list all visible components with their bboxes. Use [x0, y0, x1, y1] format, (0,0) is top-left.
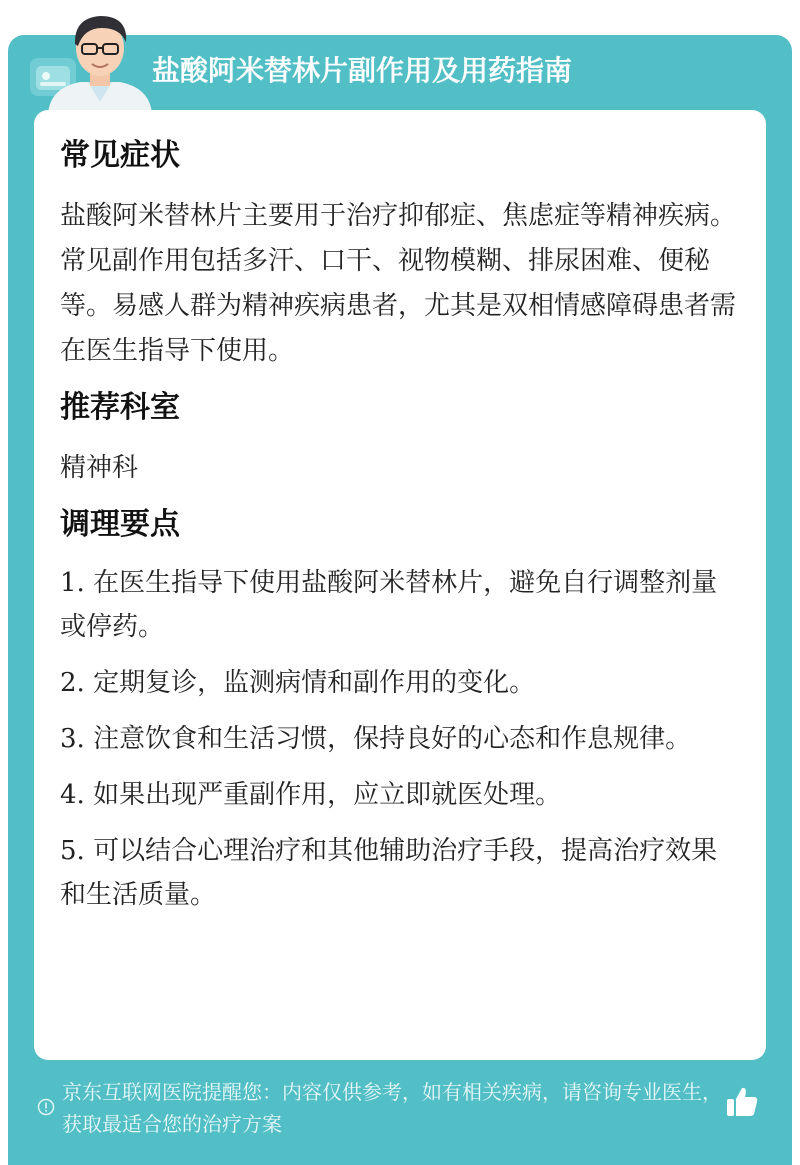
info-circle-icon: [37, 1098, 55, 1116]
list-item: 2. 定期复诊，监测病情和副作用的变化。: [60, 668, 536, 698]
department-text: 精神科: [60, 453, 139, 483]
list-item: 3. 注意饮食和生活习惯，保持良好的心态和作息规律。: [60, 724, 692, 754]
list-item: 1. 在医生指导下使用盐酸阿米替林片，避免自行调整剂量或停药。: [60, 568, 718, 642]
symptoms-text: 盐酸阿米替林片主要用于治疗抑郁症、焦虑症等精神疾病。常见副作用包括多汗、口干、视物模糊、排尿困难、便秘等。易感人群为精神疾病患者，尤其是双相情感障碍患者需在医生指导下使用。: [60, 201, 737, 366]
section-title-department: 推荐科室: [60, 390, 180, 425]
footer-notice: 京东互联网医院提醒您：内容仅供参考，如有相关疾病，请咨询专业医生，获取最适合您的治疗方案: [62, 1080, 722, 1136]
thumbs-up-icon[interactable]: [724, 1084, 760, 1120]
list-item: 4. 如果出现严重副作用，应立即就医处理。: [60, 780, 562, 810]
section-title-symptoms: 常见症状: [60, 138, 180, 173]
doctor-avatar-icon: [40, 6, 160, 114]
content-card: [34, 110, 766, 1060]
page-title: 盐酸阿米替林片副作用及用药指南: [152, 54, 573, 87]
section-title-care: 调理要点: [60, 507, 180, 542]
care-list: [60, 561, 740, 917]
list-item: 5. 可以结合心理治疗和其他辅助治疗手段，提高治疗效果和生活质量。: [60, 836, 718, 910]
